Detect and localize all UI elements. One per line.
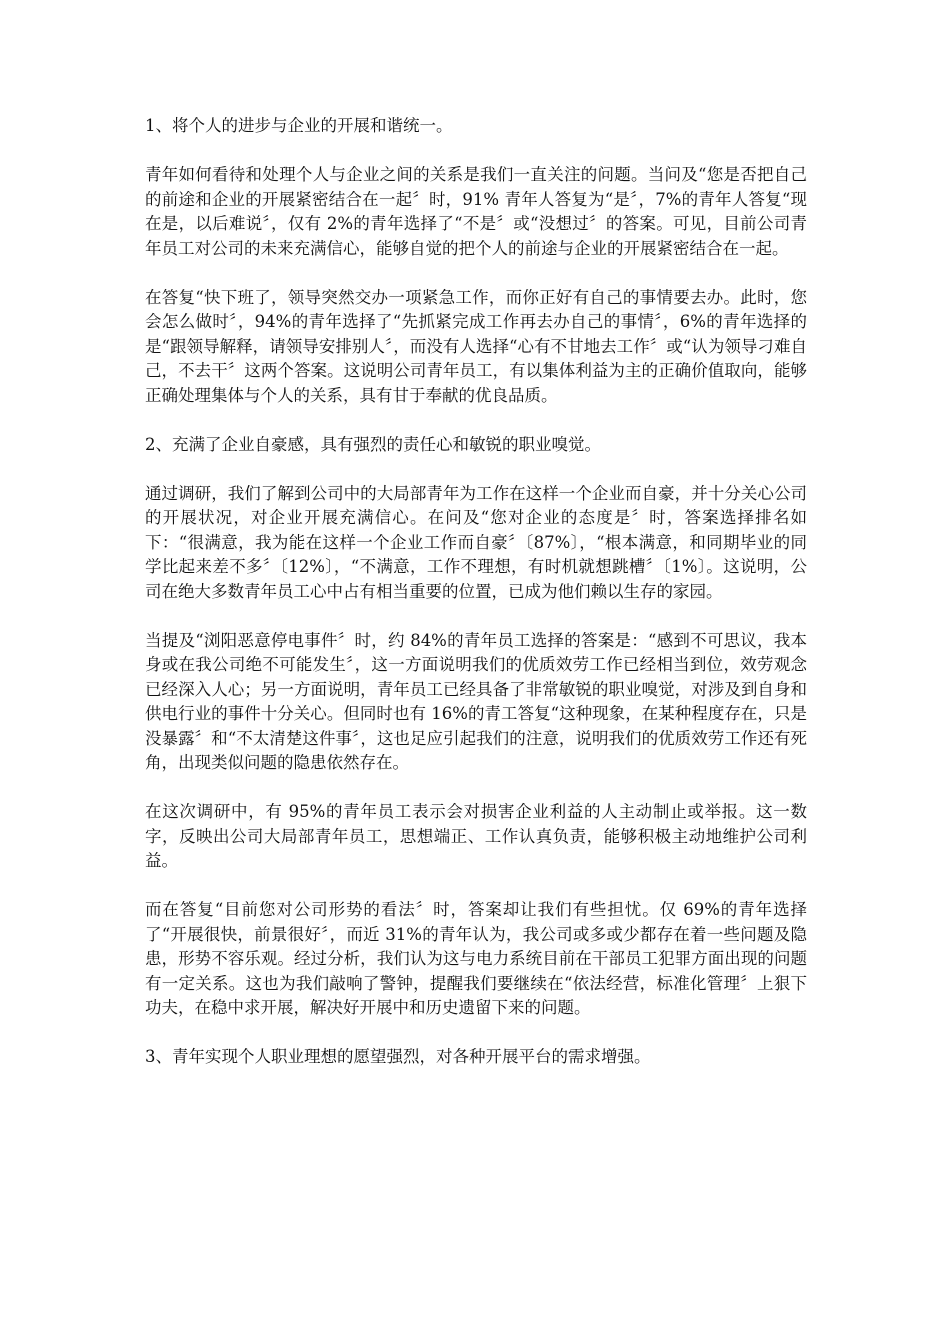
section-heading-2: 2、充满了企业自豪感，具有强烈的责任心和敏锐的职业嗅觉。 <box>145 434 601 454</box>
paragraph-3: 通过调研，我们了解到公司中的大局部青年为工作在这样一个企业而自豪，并十分关心公司的开展状况，对企业开展充满信心。在问及“您对企业的态度是〞时，答案选择排名如下：“很满意，我为能在这样一个企业工作而自豪〞〔87%〕，“根本满意，和同期毕业的同学比起来差不多〞〔12%〕，“不满意，工作不理想，有时机就想跳槽〞〔1%〕。这说明，公司在绝大多数青年员工心中占有相当重要的位置，已成为他们赖以生存的家园。 <box>145 483 807 601</box>
section-heading-1: 1、将个人的进步与企业的开展和谐统一。 <box>145 116 453 135</box>
section-heading-3: 3、青年实现个人职业理想的愿望强烈，对各种开展平台的需求增强。 <box>145 1047 651 1066</box>
paragraph-2: 在答复“快下班了，领导突然交办一项紧急工作，而你正好有自己的事情要去办。此时，您会怎么做时〞，94%的青年选择了“先抓紧完成工作再去办自己的事情〞，6%的青年选择的是“跟领导解释，请领导安排别人〞，而没有人选择“心有不甘地去工作〞或“认为领导刁难自己，不去干〞这两个答案。这说明公司青年员工，有以集体利益为主的正确价值取向，能够正确处理集体与个人的关系，具有甘于奉献的优良品质。 <box>145 287 807 405</box>
paragraph-1: 青年如何看待和处理个人与企业之间的关系是我们一直关注的问题。当问及“您是否把自己的前途和企业的开展紧密结合在一起〞时，91% 青年人答复为“是〞，7%的青年人答复“现在是，以后难说〞，仅有 2%的青年选择了“不是〞或“没想过〞的答案。可见，目前公司青年员工对公司的未来充满信心，能够自觉的把个人的前途与企业的开展紧密结合在一起。 <box>145 165 807 258</box>
paragraph-4: 当提及“浏阳恶意停电事件〞时，约 84%的青年员工选择的答案是：“感到不可思议，我本身或在我公司绝不可能发生〞，这一方面说明我们的优质效劳工作已经相当到位，效劳观念已经深入人心；另一方面说明，青年员工已经具备了非常敏锐的职业嗅觉，对涉及到自身和供电行业的事件十分关心。但同时也有 16%的青工答复“这种现象，在某种程度存在，只是没暴露〞和“不太清楚这件事〞，这也足应引起我们的注意，说明我们的优质效劳工作还有死角，出现类似问题的隐患依然存在。 <box>145 630 807 772</box>
paragraph-5: 在这次调研中，有 95%的青年员工表示会对损害企业利益的人主动制止或举报。这一数字，反映出公司大局部青年员工，思想端正、工作认真负责，能够积极主动地维护公司利益。 <box>145 802 807 870</box>
paragraph-6: 而在答复“目前您对公司形势的看法〞时，答案却让我们有些担忧。仅 69%的青年选择了“开展很快，前景很好〞，而近 31%的青年认为，我公司或多或少都存在着一些问题及隐患，形势不容乐观。经过分析，我们认为这与电力系统目前在干部员工犯罪方面出现的问题有一定关系。这也为我们敲响了警钟，提醒我们要继续在“依法经营，标准化管理〞上狠下功夫，在稳中求开展，解决好开展中和历史遗留下来的问题。 <box>145 900 807 1017</box>
document-body <box>145 114 807 1094</box>
